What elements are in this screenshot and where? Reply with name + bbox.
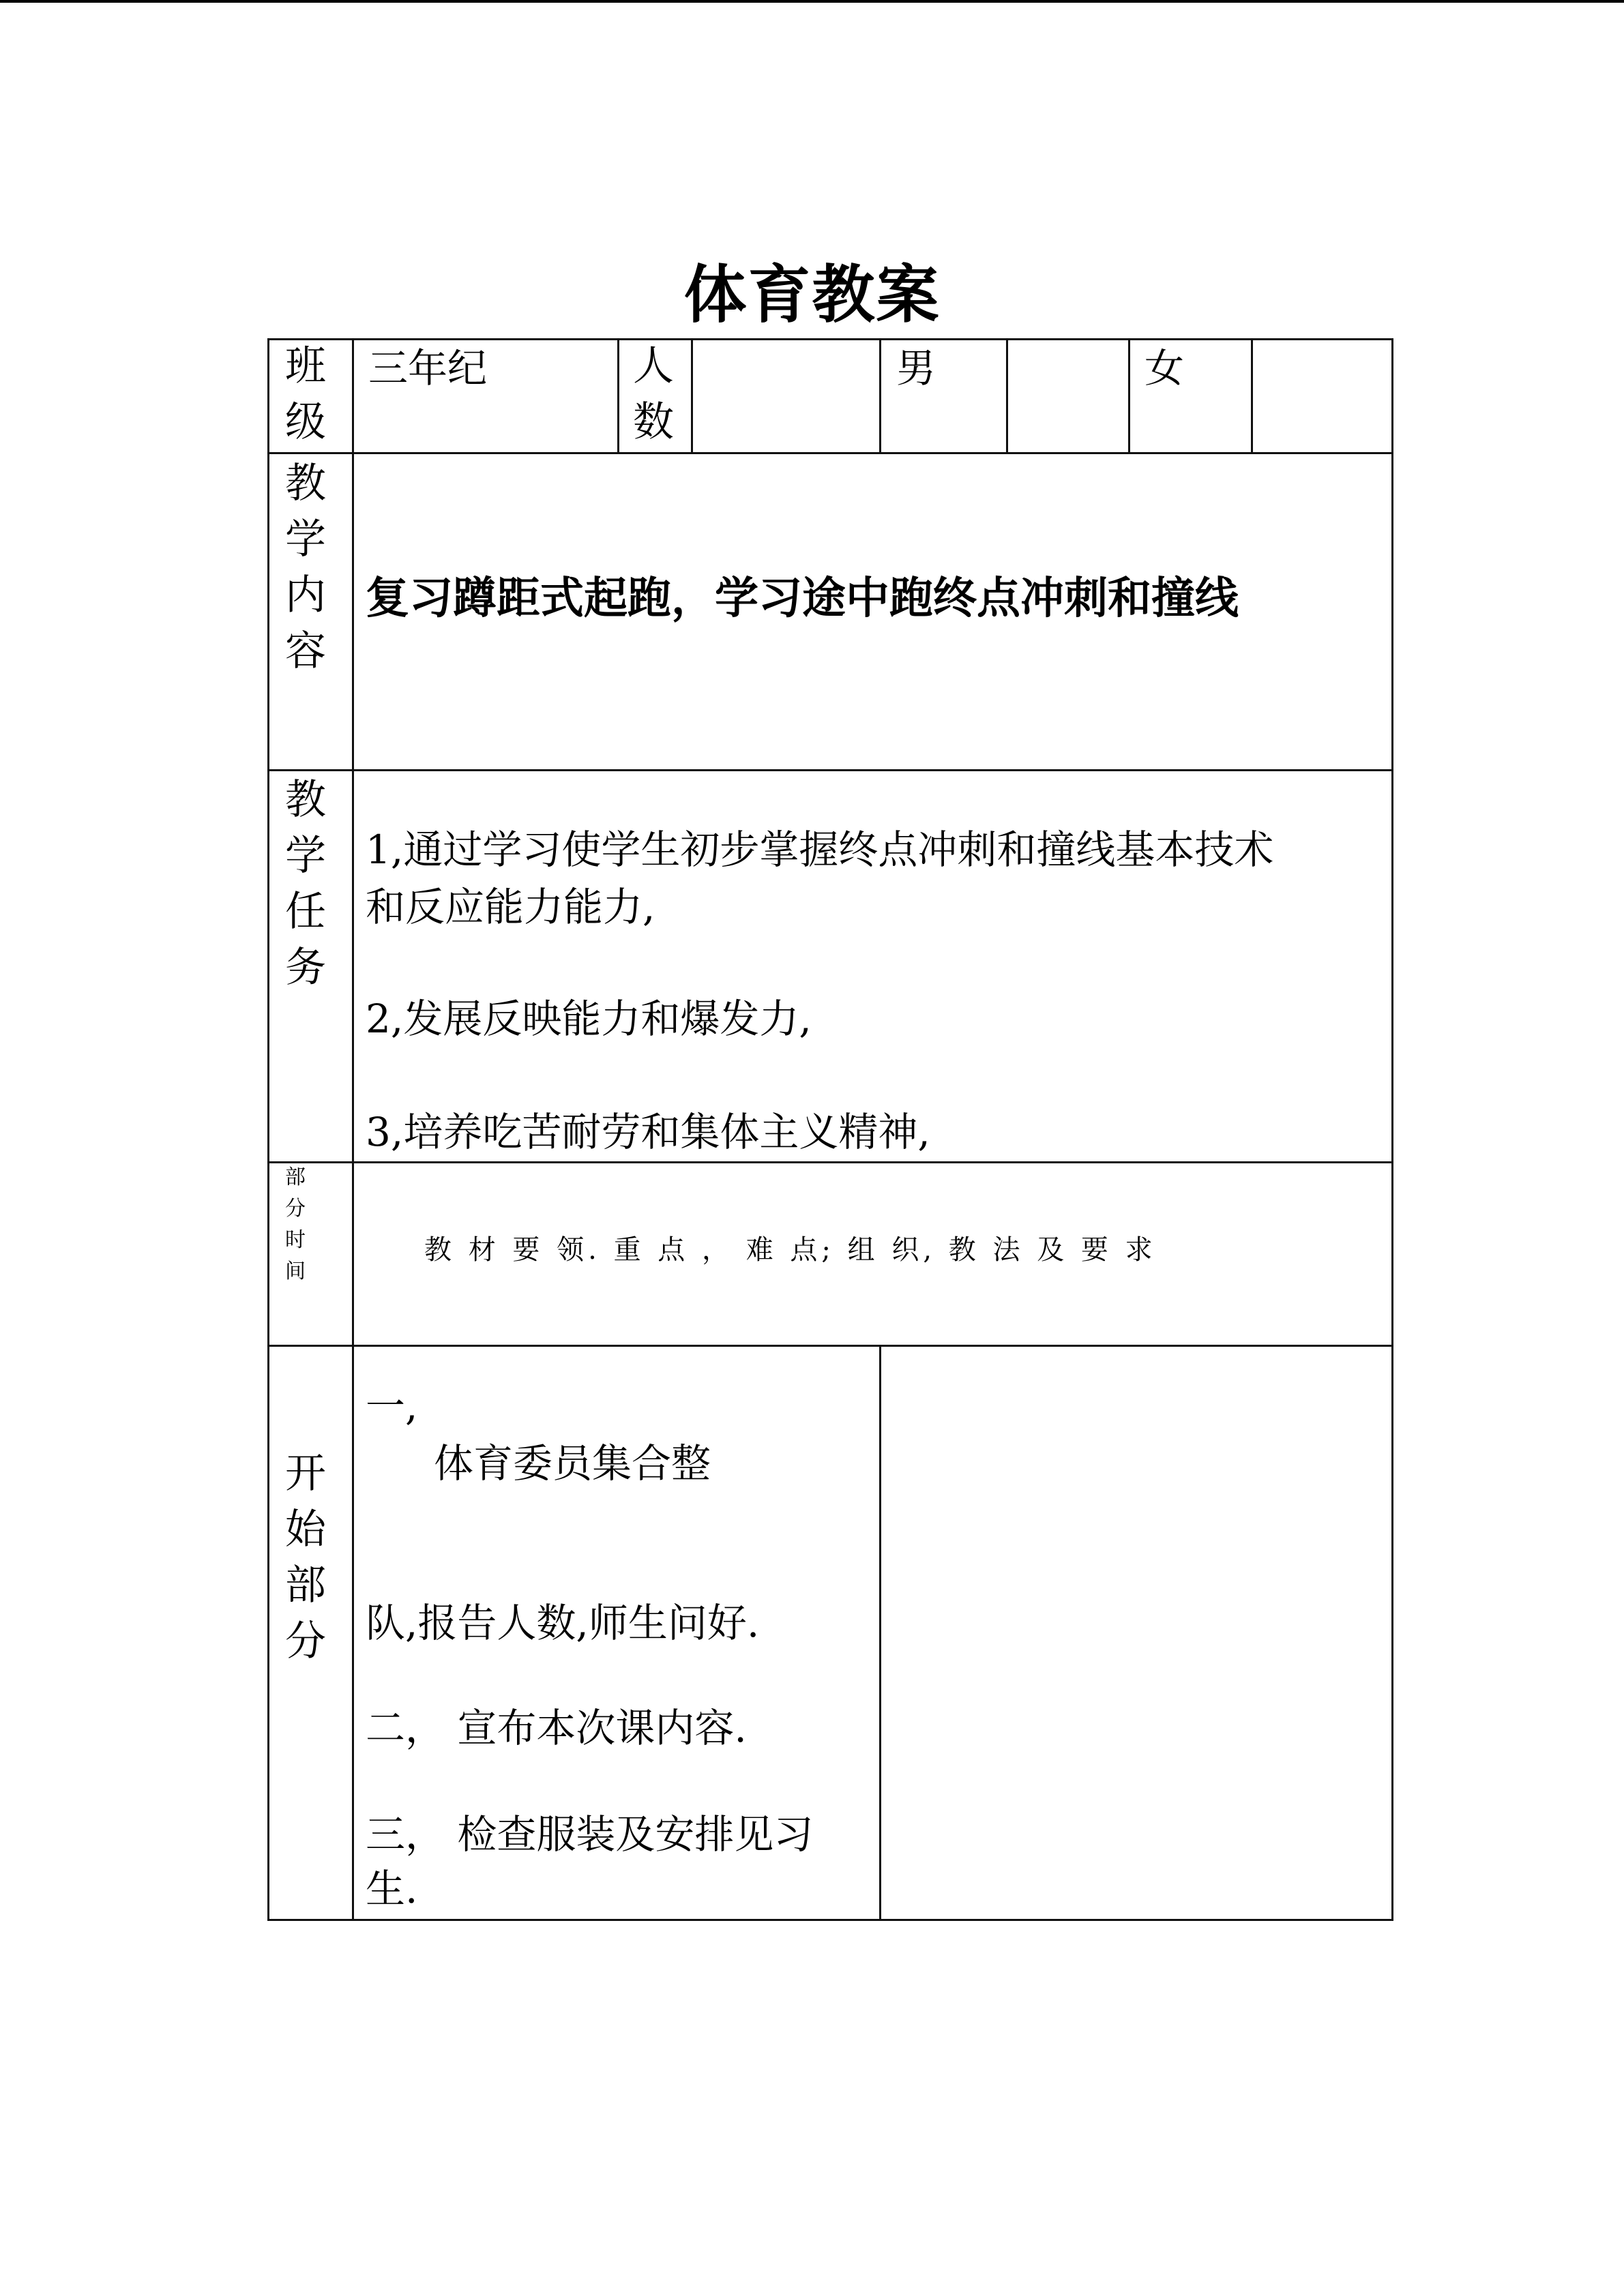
top-border: [0, 0, 1624, 3]
section-time-label-cell: [267, 1161, 354, 1347]
task-item-3: 3,培养吃苦耐劳和集体主义精神,: [366, 1109, 930, 1155]
start-line-4: 二， 宣布本次课内容.: [366, 1705, 747, 1751]
tasks-label-2: 学: [285, 832, 326, 880]
content-label-4: 容: [285, 627, 326, 675]
count-label-1: 人: [633, 342, 674, 390]
task-item-1: 1,通过学习使学生初步掌握终点冲刺和撞线基本技术: [366, 826, 1274, 873]
tasks-label-4: 务: [285, 944, 326, 992]
male-label: 男: [896, 345, 936, 391]
section-time-label-2: 分: [285, 1197, 306, 1221]
class-label-2: 级: [285, 398, 326, 446]
section-time-label-1: 部: [285, 1165, 306, 1189]
start-line-1: 一,: [366, 1383, 418, 1429]
page-title: 体育教案: [683, 258, 941, 331]
female-value-cell[interactable]: [1251, 338, 1393, 454]
male-value-cell[interactable]: [1006, 338, 1130, 454]
count-value-cell[interactable]: [691, 338, 881, 454]
section-time-label-3: 时: [285, 1228, 306, 1252]
start-line-2: 体育委员集合整: [434, 1440, 711, 1487]
start-line-5: 三， 检查服装及安排见习: [366, 1811, 814, 1858]
start-section-label-1: 开: [285, 1450, 326, 1497]
start-section-label-2: 始: [285, 1506, 326, 1553]
start-section-label-4: 分: [285, 1617, 326, 1665]
count-label-2: 数: [633, 398, 674, 446]
content-label-3: 内: [285, 571, 326, 619]
start-line-3: 队,报告人数,师生问好.: [366, 1600, 760, 1646]
task-item-1-cont: 和反应能力能力,: [366, 884, 655, 930]
tasks-label-3: 任: [285, 888, 326, 936]
class-label-1: 班: [285, 342, 326, 390]
section-header-text: 教 材 要 领. 重 点 ， 难 点; 组 织, 教 法 及 要 求: [424, 1234, 1157, 1266]
content-value: 复习蹲距式起跑，学习途中跑终点冲刺和撞线: [366, 573, 1239, 624]
content-label-2: 学: [285, 516, 326, 563]
female-label: 女: [1145, 345, 1185, 391]
class-value: 三年纪: [368, 345, 488, 391]
start-section-label-3: 部: [285, 1562, 326, 1609]
start-section-organization-cell[interactable]: [879, 1345, 1393, 1921]
task-item-2: 2,发展反映能力和爆发力,: [366, 996, 812, 1042]
section-time-label-4: 间: [285, 1259, 306, 1283]
start-line-6: 生.: [366, 1866, 418, 1912]
content-label-1: 教: [285, 460, 326, 507]
tasks-label-1: 教: [285, 776, 326, 824]
